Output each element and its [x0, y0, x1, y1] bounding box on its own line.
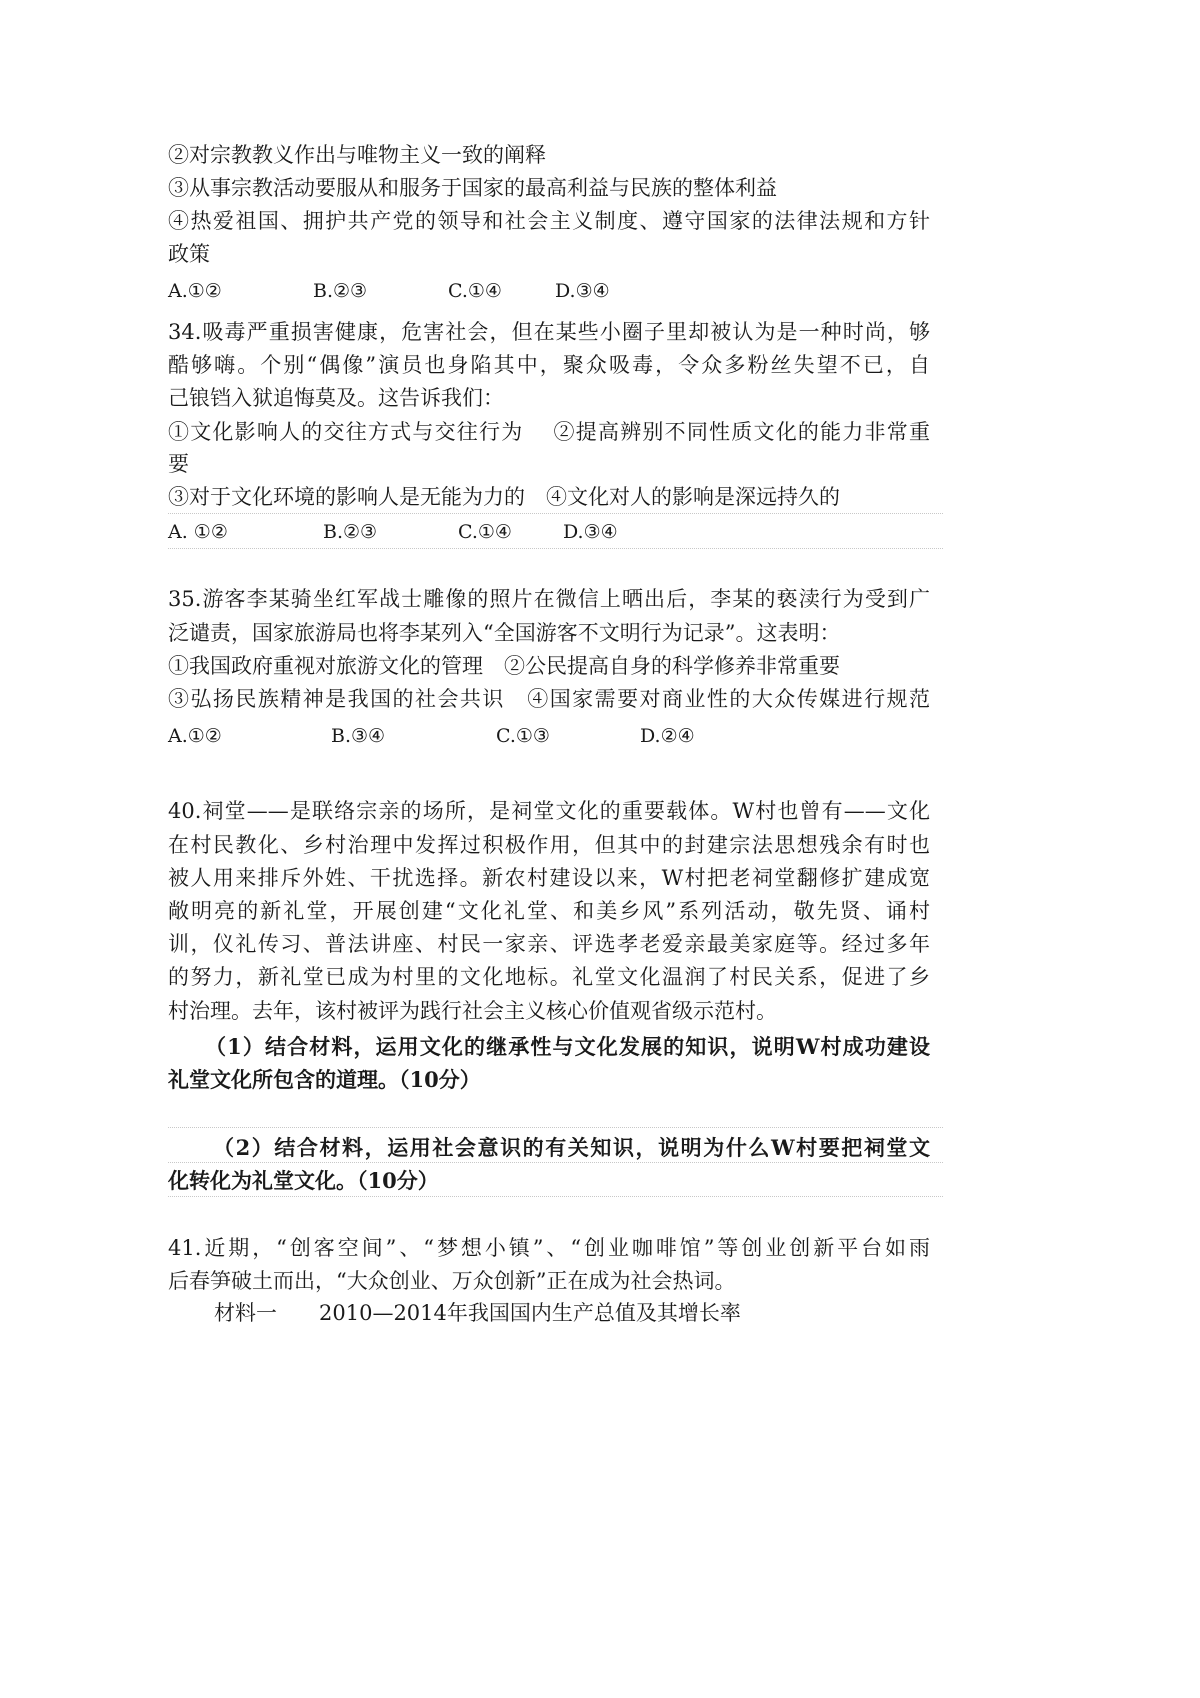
q35-line: 泛谴责，国家旅游局也将李某列入“全国游客不文明行为记录”。这表明：	[168, 621, 841, 645]
q33-item-4: ④热爱祖国、拥护共产党的领导和社会主义制度、遵守国家的法律法规和方针	[168, 209, 930, 233]
q34-line: 酷够嗨。个别“偶像”演员也身陷其中，聚众吸毒，令众多粉丝失望不已，自	[168, 353, 930, 377]
q34-option-c: C.①④	[458, 521, 512, 543]
q35-choice-line: ①我国政府重视对旅游文化的管理 ②公民提高自身的科学修养非常重要	[168, 654, 840, 678]
q33-option-d: D.③④	[555, 280, 610, 302]
q34-option-b: B.②③	[323, 521, 378, 543]
divider	[168, 513, 943, 514]
q33-option-b: B.②③	[313, 280, 368, 302]
q33-option-c: C.①④	[448, 280, 502, 302]
q40-sub2: （2）结合材料，运用社会意识的有关知识，说明为什么W村要把祠堂文	[213, 1135, 930, 1160]
q40-line: 敞明亮的新礼堂，开展创建“文化礼堂、和美乡风”系列活动，敬先贤、诵村	[168, 899, 930, 923]
q41-material-title: 材料一 2010—2014年我国国内生产总值及其增长率	[214, 1301, 741, 1325]
q35-option-c: C.①③	[496, 725, 550, 747]
divider	[168, 1162, 943, 1163]
q41-line: 后春笋破土而出，“大众创业、万众创新”正在成为社会热词。	[168, 1269, 736, 1293]
q33-item-4-cont: 政策	[168, 242, 210, 266]
q40-line: 被人用来排斥外姓、干扰选择。新农村建设以来，W村把老祠堂翻修扩建成宽	[168, 866, 930, 890]
q40-sub2-cont: 化转化为礼堂文化。（10分）	[168, 1168, 439, 1193]
q34-option-a: A. ①②	[168, 521, 228, 543]
q34-line: 34.吸毒严重损害健康，危害社会，但在某些小圈子里却被认为是一种时尚，够	[168, 320, 930, 344]
q33-item-3: ③从事宗教活动要服从和服务于国家的最高利益与民族的整体利益	[168, 176, 777, 200]
q35-option-a: A.①②	[168, 725, 222, 747]
q40-line: 的努力，新礼堂已成为村里的文化地标。礼堂文化温润了村民关系，促进了乡	[168, 965, 930, 989]
q34-choice-line: ③对于文化环境的影响人是无能为力的 ④文化对人的影响是深远持久的	[168, 485, 840, 509]
q40-sub1-cont: 礼堂文化所包含的道理。（10分）	[168, 1067, 481, 1092]
q35-option-d: D.②④	[640, 725, 695, 747]
q40-line: 训，仪礼传习、普法讲座、村民一家亲、评选孝老爱亲最美家庭等。经过多年	[168, 932, 930, 956]
divider	[168, 1127, 943, 1128]
q40-sub1: （1）结合材料，运用文化的继承性与文化发展的知识，说明W村成功建设	[205, 1034, 930, 1059]
divider	[168, 1196, 943, 1197]
q40-line: 在村民教化、乡村治理中发挥过积极作用，但其中的封建宗法思想残余有时也	[168, 833, 930, 857]
q35-choice-line: ③弘扬民族精神是我国的社会共识 ④国家需要对商业性的大众传媒进行规范	[168, 687, 930, 711]
q34-line: 己锒铛入狱追悔莫及。这告诉我们：	[168, 386, 504, 410]
q40-line: 40.祠堂——是联络宗亲的场所，是祠堂文化的重要载体。W村也曾有——文化	[168, 799, 930, 823]
q35-option-b: B.③④	[331, 725, 386, 747]
q33-item-2: ②对宗教教义作出与唯物主义一致的阐释	[168, 143, 546, 167]
q35-line: 35.游客李某骑坐红军战士雕像的照片在微信上晒出后，李某的亵渎行为受到广	[168, 587, 930, 611]
q34-option-d: D.③④	[563, 521, 618, 543]
q33-option-a: A.①②	[168, 280, 222, 302]
q41-line: 41.近期，“创客空间”、“梦想小镇”、“创业咖啡馆”等创业创新平台如雨	[168, 1236, 930, 1260]
q34-choice-line: 要	[168, 452, 189, 476]
q34-choice-line: ①文化影响人的交往方式与交往行为 ②提高辨别不同性质文化的能力非常重	[168, 420, 930, 444]
q40-line: 村治理。去年，该村被评为践行社会主义核心价值观省级示范村。	[168, 999, 777, 1023]
divider	[168, 548, 943, 549]
